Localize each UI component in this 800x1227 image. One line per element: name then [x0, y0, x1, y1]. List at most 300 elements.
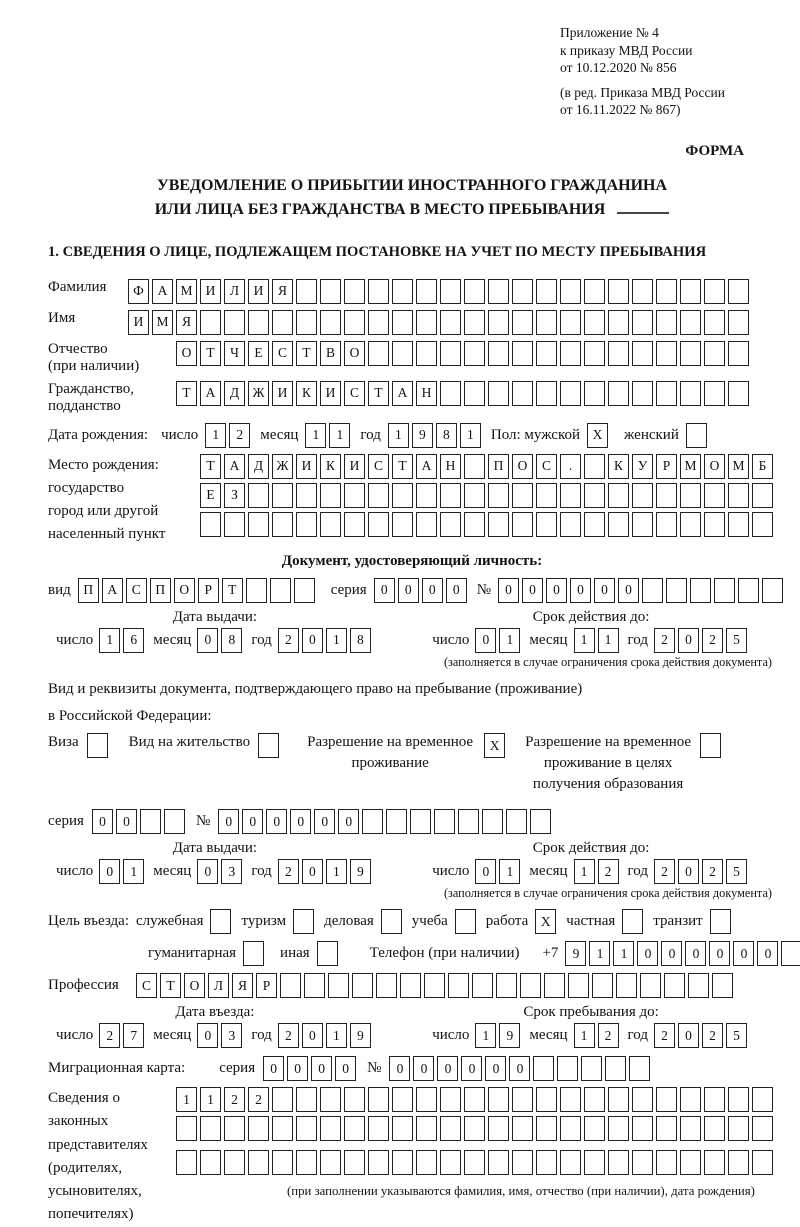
cell[interactable]: Ч: [224, 341, 245, 366]
cell[interactable]: 0: [389, 1056, 410, 1081]
cell[interactable]: Р: [198, 578, 219, 603]
cell[interactable]: 0: [197, 628, 218, 653]
cell[interactable]: [440, 1087, 461, 1112]
cell[interactable]: [632, 1087, 653, 1112]
cell[interactable]: И: [272, 381, 293, 406]
cell[interactable]: 0: [338, 809, 359, 834]
cell[interactable]: [248, 1116, 269, 1141]
cell[interactable]: 0: [475, 628, 496, 653]
cell[interactable]: [296, 512, 317, 537]
cell[interactable]: А: [102, 578, 123, 603]
cell[interactable]: [533, 1056, 554, 1081]
cell[interactable]: 0: [99, 859, 120, 884]
cell[interactable]: 0: [546, 578, 567, 603]
cell[interactable]: [424, 973, 445, 998]
cell[interactable]: [246, 578, 267, 603]
cell[interactable]: 2: [99, 1023, 120, 1048]
cell[interactable]: [512, 1116, 533, 1141]
cell[interactable]: 0: [685, 941, 706, 966]
cell[interactable]: 1: [574, 859, 595, 884]
cell[interactable]: 0: [335, 1056, 356, 1081]
cell[interactable]: [434, 809, 455, 834]
cell[interactable]: [392, 341, 413, 366]
cell[interactable]: 2: [278, 1023, 299, 1048]
cell[interactable]: [368, 341, 389, 366]
cell[interactable]: Н: [416, 381, 437, 406]
cell[interactable]: [512, 483, 533, 508]
cell[interactable]: 0: [266, 809, 287, 834]
cell[interactable]: [488, 310, 509, 335]
cell[interactable]: [584, 512, 605, 537]
cell[interactable]: [320, 483, 341, 508]
cell[interactable]: 2: [229, 423, 250, 448]
cell[interactable]: [416, 1087, 437, 1112]
cell[interactable]: Р: [656, 454, 677, 479]
cell[interactable]: 0: [218, 809, 239, 834]
cell[interactable]: [506, 809, 527, 834]
cell[interactable]: [512, 341, 533, 366]
cell[interactable]: Т: [200, 341, 221, 366]
cell[interactable]: [464, 454, 485, 479]
cell[interactable]: [704, 381, 725, 406]
cell[interactable]: 7: [123, 1023, 144, 1048]
cell[interactable]: 5: [726, 1023, 747, 1048]
cell[interactable]: [455, 909, 476, 934]
cell[interactable]: [714, 578, 735, 603]
cell[interactable]: [752, 483, 773, 508]
cell[interactable]: [512, 1087, 533, 1112]
cell[interactable]: [536, 1087, 557, 1112]
cell[interactable]: [629, 1056, 650, 1081]
cell[interactable]: И: [128, 310, 149, 335]
cell[interactable]: 1: [475, 1023, 496, 1048]
cell[interactable]: X: [587, 423, 608, 448]
cell[interactable]: П: [150, 578, 171, 603]
cell[interactable]: [200, 512, 221, 537]
cell[interactable]: [392, 1087, 413, 1112]
cell[interactable]: 2: [702, 628, 723, 653]
cell[interactable]: [243, 941, 264, 966]
cell[interactable]: [270, 578, 291, 603]
cell[interactable]: [464, 483, 485, 508]
cell[interactable]: [344, 512, 365, 537]
cell[interactable]: 0: [446, 578, 467, 603]
cell[interactable]: 2: [278, 859, 299, 884]
cell[interactable]: [592, 973, 613, 998]
cell[interactable]: [728, 279, 749, 304]
cell[interactable]: Д: [248, 454, 269, 479]
cell[interactable]: [488, 1087, 509, 1112]
cell[interactable]: [536, 483, 557, 508]
cell[interactable]: [440, 381, 461, 406]
cell[interactable]: [224, 1116, 245, 1141]
cell[interactable]: Ж: [248, 381, 269, 406]
cell[interactable]: [164, 809, 185, 834]
cell[interactable]: [440, 512, 461, 537]
cell[interactable]: А: [416, 454, 437, 479]
cell[interactable]: [608, 279, 629, 304]
cell[interactable]: [488, 279, 509, 304]
cell[interactable]: [690, 578, 711, 603]
cell[interactable]: [608, 1087, 629, 1112]
cell[interactable]: Т: [200, 454, 221, 479]
cell[interactable]: [632, 341, 653, 366]
cell[interactable]: [738, 578, 759, 603]
cell[interactable]: 2: [224, 1087, 245, 1112]
cell[interactable]: [581, 1056, 602, 1081]
cell[interactable]: 0: [302, 859, 323, 884]
cell[interactable]: Б: [752, 454, 773, 479]
cell[interactable]: 0: [197, 1023, 218, 1048]
cell[interactable]: [608, 341, 629, 366]
cell[interactable]: [632, 1116, 653, 1141]
cell[interactable]: [458, 809, 479, 834]
cell[interactable]: [536, 1116, 557, 1141]
cell[interactable]: [728, 310, 749, 335]
cell[interactable]: 1: [123, 859, 144, 884]
cell[interactable]: [296, 279, 317, 304]
cell[interactable]: Р: [256, 973, 277, 998]
cell[interactable]: Я: [232, 973, 253, 998]
cell[interactable]: [656, 279, 677, 304]
cell[interactable]: С: [126, 578, 147, 603]
cell[interactable]: Т: [296, 341, 317, 366]
cell[interactable]: [680, 279, 701, 304]
cell[interactable]: 9: [565, 941, 586, 966]
cell[interactable]: 0: [287, 1056, 308, 1081]
cell[interactable]: И: [248, 279, 269, 304]
cell[interactable]: [344, 279, 365, 304]
cell[interactable]: [605, 1056, 626, 1081]
cell[interactable]: Е: [200, 483, 221, 508]
cell[interactable]: [488, 512, 509, 537]
cell[interactable]: [728, 381, 749, 406]
cell[interactable]: 5: [726, 859, 747, 884]
cell[interactable]: [560, 1087, 581, 1112]
cell[interactable]: [296, 1116, 317, 1141]
cell[interactable]: [704, 1116, 725, 1141]
cell[interactable]: [381, 909, 402, 934]
cell[interactable]: [712, 973, 733, 998]
cell[interactable]: 0: [92, 809, 113, 834]
cell[interactable]: [632, 381, 653, 406]
cell[interactable]: [416, 512, 437, 537]
cell[interactable]: [296, 1087, 317, 1112]
cell[interactable]: [632, 310, 653, 335]
cell[interactable]: [368, 483, 389, 508]
cell[interactable]: [704, 279, 725, 304]
cell[interactable]: [616, 973, 637, 998]
cell[interactable]: С: [344, 381, 365, 406]
cell[interactable]: 0: [263, 1056, 284, 1081]
cell[interactable]: Я: [272, 279, 293, 304]
cell[interactable]: [704, 341, 725, 366]
cell[interactable]: [464, 279, 485, 304]
cell[interactable]: 1: [589, 941, 610, 966]
cell[interactable]: [344, 1116, 365, 1141]
cell[interactable]: [512, 512, 533, 537]
cell[interactable]: 1: [176, 1087, 197, 1112]
cell[interactable]: 9: [499, 1023, 520, 1048]
cell[interactable]: О: [174, 578, 195, 603]
cell[interactable]: 2: [278, 628, 299, 653]
cell[interactable]: [536, 279, 557, 304]
cell[interactable]: [568, 973, 589, 998]
cell[interactable]: 0: [290, 809, 311, 834]
cell[interactable]: 9: [412, 423, 433, 448]
cell[interactable]: 2: [702, 859, 723, 884]
cell[interactable]: 8: [221, 628, 242, 653]
cell[interactable]: О: [184, 973, 205, 998]
cell[interactable]: 0: [461, 1056, 482, 1081]
cell[interactable]: [728, 483, 749, 508]
cell[interactable]: [488, 381, 509, 406]
cell[interactable]: К: [608, 454, 629, 479]
cell[interactable]: [656, 1087, 677, 1112]
cell[interactable]: [87, 733, 108, 758]
cell[interactable]: [512, 279, 533, 304]
cell[interactable]: [368, 1087, 389, 1112]
cell[interactable]: [608, 1116, 629, 1141]
cell[interactable]: [392, 1116, 413, 1141]
cell[interactable]: [752, 1116, 773, 1141]
cell[interactable]: [362, 809, 383, 834]
cell[interactable]: [688, 973, 709, 998]
cell[interactable]: 0: [757, 941, 778, 966]
cell[interactable]: [536, 381, 557, 406]
cell[interactable]: 1: [326, 859, 347, 884]
cell[interactable]: X: [535, 909, 556, 934]
cell[interactable]: 2: [654, 1023, 675, 1048]
cell[interactable]: [666, 578, 687, 603]
cell[interactable]: 8: [436, 423, 457, 448]
cell[interactable]: [584, 341, 605, 366]
cell[interactable]: 9: [350, 859, 371, 884]
cell[interactable]: 2: [654, 859, 675, 884]
cell[interactable]: 1: [574, 1023, 595, 1048]
cell[interactable]: [640, 973, 661, 998]
cell[interactable]: 3: [221, 859, 242, 884]
cell[interactable]: [680, 381, 701, 406]
cell[interactable]: 6: [123, 628, 144, 653]
cell[interactable]: [781, 941, 800, 966]
cell[interactable]: М: [728, 454, 749, 479]
cell[interactable]: [728, 341, 749, 366]
cell[interactable]: [704, 483, 725, 508]
cell[interactable]: [656, 310, 677, 335]
cell[interactable]: Я: [176, 310, 197, 335]
cell[interactable]: [200, 310, 221, 335]
cell[interactable]: 1: [499, 628, 520, 653]
cell[interactable]: [272, 1087, 293, 1112]
cell[interactable]: 0: [302, 1023, 323, 1048]
cell[interactable]: К: [320, 454, 341, 479]
cell[interactable]: [752, 1087, 773, 1112]
cell[interactable]: 0: [475, 859, 496, 884]
cell[interactable]: Ж: [272, 454, 293, 479]
cell[interactable]: 2: [248, 1087, 269, 1112]
cell[interactable]: С: [136, 973, 157, 998]
cell[interactable]: В: [320, 341, 341, 366]
cell[interactable]: 2: [654, 628, 675, 653]
cell[interactable]: [464, 381, 485, 406]
cell[interactable]: [560, 1116, 581, 1141]
cell[interactable]: С: [272, 341, 293, 366]
cell[interactable]: [416, 483, 437, 508]
cell[interactable]: [448, 973, 469, 998]
cell[interactable]: [752, 512, 773, 537]
cell[interactable]: [704, 512, 725, 537]
cell[interactable]: [296, 483, 317, 508]
cell[interactable]: [728, 1116, 749, 1141]
cell[interactable]: [440, 279, 461, 304]
cell[interactable]: Л: [208, 973, 229, 998]
cell[interactable]: 0: [498, 578, 519, 603]
cell[interactable]: Т: [368, 381, 389, 406]
cell[interactable]: 1: [205, 423, 226, 448]
cell[interactable]: 1: [305, 423, 326, 448]
cell[interactable]: [296, 310, 317, 335]
cell[interactable]: 0: [678, 859, 699, 884]
cell[interactable]: [392, 512, 413, 537]
cell[interactable]: [293, 909, 314, 934]
cell[interactable]: [272, 310, 293, 335]
cell[interactable]: 1: [326, 1023, 347, 1048]
cell[interactable]: [680, 1087, 701, 1112]
cell[interactable]: [472, 973, 493, 998]
cell[interactable]: [416, 279, 437, 304]
cell[interactable]: [317, 941, 338, 966]
cell[interactable]: [488, 1116, 509, 1141]
cell[interactable]: [304, 973, 325, 998]
cell[interactable]: [584, 381, 605, 406]
cell[interactable]: Ф: [128, 279, 149, 304]
cell[interactable]: [584, 1087, 605, 1112]
cell[interactable]: [664, 973, 685, 998]
cell[interactable]: 0: [197, 859, 218, 884]
cell[interactable]: [344, 310, 365, 335]
cell[interactable]: [464, 341, 485, 366]
cell[interactable]: [584, 310, 605, 335]
cell[interactable]: 1: [574, 628, 595, 653]
cell[interactable]: [680, 1116, 701, 1141]
cell[interactable]: 0: [522, 578, 543, 603]
cell[interactable]: 0: [413, 1056, 434, 1081]
cell[interactable]: А: [392, 381, 413, 406]
cell[interactable]: [762, 578, 783, 603]
cell[interactable]: 1: [200, 1087, 221, 1112]
cell[interactable]: С: [536, 454, 557, 479]
cell[interactable]: [344, 483, 365, 508]
cell[interactable]: [622, 909, 643, 934]
cell[interactable]: [200, 1116, 221, 1141]
cell[interactable]: [686, 423, 707, 448]
cell[interactable]: [608, 512, 629, 537]
cell[interactable]: Л: [224, 279, 245, 304]
cell[interactable]: 8: [350, 628, 371, 653]
cell[interactable]: [400, 973, 421, 998]
cell[interactable]: [710, 909, 731, 934]
cell[interactable]: М: [680, 454, 701, 479]
cell[interactable]: [557, 1056, 578, 1081]
cell[interactable]: [224, 512, 245, 537]
cell[interactable]: Т: [176, 381, 197, 406]
cell[interactable]: 9: [350, 1023, 371, 1048]
cell[interactable]: 0: [509, 1056, 530, 1081]
cell[interactable]: [704, 1087, 725, 1112]
cell[interactable]: 0: [311, 1056, 332, 1081]
cell[interactable]: 0: [733, 941, 754, 966]
cell[interactable]: [632, 279, 653, 304]
cell[interactable]: 1: [329, 423, 350, 448]
cell[interactable]: [512, 381, 533, 406]
cell[interactable]: Д: [224, 381, 245, 406]
cell[interactable]: [680, 483, 701, 508]
cell[interactable]: 0: [594, 578, 615, 603]
cell[interactable]: [488, 483, 509, 508]
cell[interactable]: [536, 512, 557, 537]
cell[interactable]: [608, 483, 629, 508]
cell[interactable]: [680, 512, 701, 537]
cell[interactable]: 0: [242, 809, 263, 834]
cell[interactable]: 0: [678, 1023, 699, 1048]
cell[interactable]: [680, 310, 701, 335]
cell[interactable]: [482, 809, 503, 834]
cell[interactable]: 0: [422, 578, 443, 603]
cell[interactable]: [656, 1116, 677, 1141]
cell[interactable]: [560, 310, 581, 335]
cell[interactable]: [560, 381, 581, 406]
cell[interactable]: 0: [437, 1056, 458, 1081]
cell[interactable]: А: [200, 381, 221, 406]
cell[interactable]: [584, 1116, 605, 1141]
cell[interactable]: 1: [326, 628, 347, 653]
cell[interactable]: [560, 279, 581, 304]
cell[interactable]: 0: [570, 578, 591, 603]
cell[interactable]: [530, 809, 551, 834]
cell[interactable]: А: [152, 279, 173, 304]
cell[interactable]: 0: [314, 809, 335, 834]
cell[interactable]: [416, 341, 437, 366]
cell[interactable]: [272, 1116, 293, 1141]
cell[interactable]: [440, 483, 461, 508]
cell[interactable]: П: [488, 454, 509, 479]
cell[interactable]: 0: [678, 628, 699, 653]
cell[interactable]: [440, 341, 461, 366]
cell[interactable]: [410, 809, 431, 834]
cell[interactable]: [210, 909, 231, 934]
cell[interactable]: 3: [221, 1023, 242, 1048]
cell[interactable]: [656, 512, 677, 537]
cell[interactable]: [368, 512, 389, 537]
cell[interactable]: [496, 973, 517, 998]
cell[interactable]: [416, 310, 437, 335]
cell[interactable]: [392, 310, 413, 335]
cell[interactable]: З: [224, 483, 245, 508]
cell[interactable]: [376, 973, 397, 998]
cell[interactable]: 1: [499, 859, 520, 884]
cell[interactable]: [248, 310, 269, 335]
cell[interactable]: 1: [598, 628, 619, 653]
cell[interactable]: 5: [726, 628, 747, 653]
cell[interactable]: [632, 483, 653, 508]
cell[interactable]: [416, 1116, 437, 1141]
cell[interactable]: [294, 578, 315, 603]
cell[interactable]: [560, 512, 581, 537]
cell[interactable]: 0: [485, 1056, 506, 1081]
cell[interactable]: [320, 310, 341, 335]
cell[interactable]: 0: [618, 578, 639, 603]
